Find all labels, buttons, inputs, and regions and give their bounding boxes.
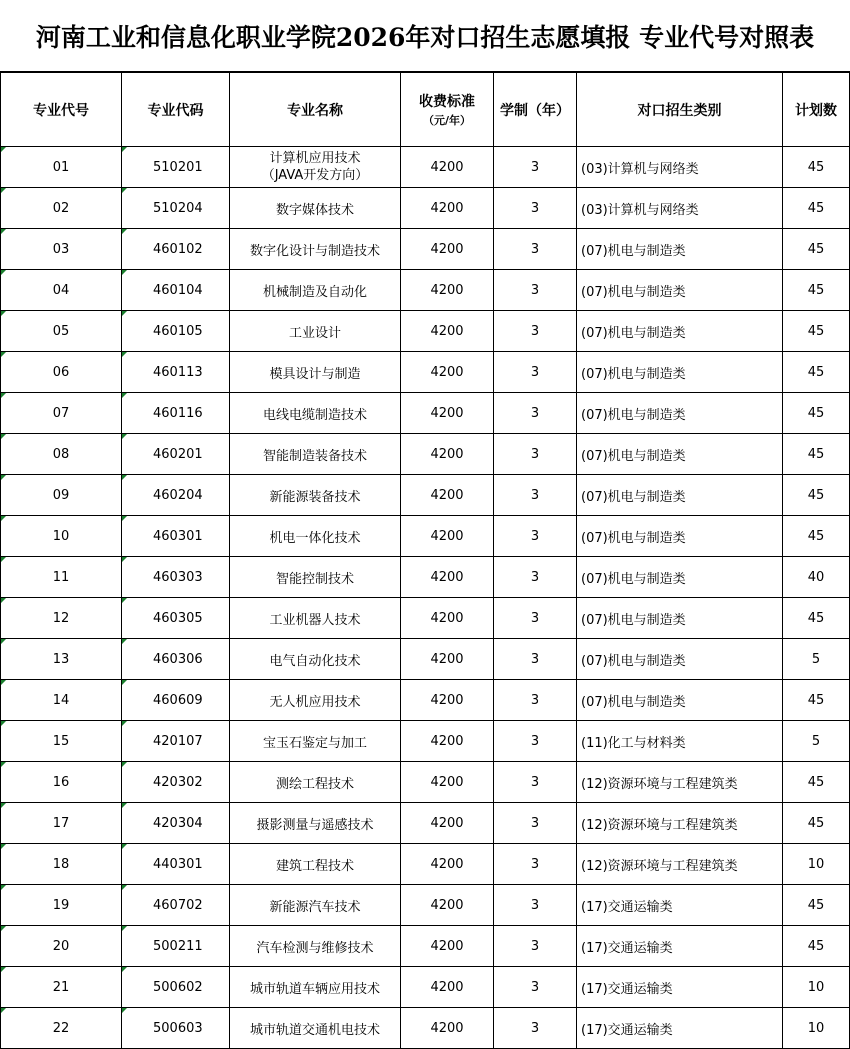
header-major-code[interactable]: 专业代码 [122,73,230,147]
cell-plan[interactable]: 45 [783,311,850,352]
cell-name[interactable]: 新能源汽车技术 [230,885,401,926]
cell-major-code[interactable]: 420302 [122,762,230,803]
cell-years[interactable]: 3 [494,598,577,639]
cell-category[interactable]: (07)机电与制造类 [577,229,783,270]
cell-plan[interactable]: 45 [783,434,850,475]
cell-major-code[interactable]: 510201 [122,147,230,188]
table-row [1,393,850,434]
cell-name[interactable]: 建筑工程技术 [230,844,401,885]
cell-years[interactable]: 3 [494,188,577,229]
cell-major-code[interactable]: 460301 [122,516,230,557]
cell-major-code[interactable]: 460102 [122,229,230,270]
cell-fee[interactable]: 4200 [401,516,494,557]
cell-plan[interactable]: 45 [783,270,850,311]
header-fee-label: 收费标准 [419,94,475,110]
cell-fee[interactable]: 4200 [401,680,494,721]
cell-major-code[interactable]: 460702 [122,885,230,926]
cell-years[interactable]: 3 [494,311,577,352]
cell-code[interactable]: 19 [1,885,122,926]
cell-major-code[interactable]: 460104 [122,270,230,311]
cell-fee[interactable]: 4200 [401,147,494,188]
table-row [1,803,850,844]
cell-plan[interactable]: 45 [783,352,850,393]
table-row [1,557,850,598]
table-row [1,475,850,516]
cell-code[interactable]: 15 [1,721,122,762]
cell-category[interactable]: (07)机电与制造类 [577,639,783,680]
cell-major-code[interactable]: 460609 [122,680,230,721]
table-row [1,311,850,352]
cell-plan[interactable]: 45 [783,762,850,803]
cell-years[interactable]: 3 [494,147,577,188]
page-title: 河南工业和信息化职业学院2026年对口招生志愿填报 专业代号对照表 [0,0,850,72]
cell-fee[interactable]: 4200 [401,885,494,926]
major-code-table [0,72,850,1049]
cell-code[interactable]: 12 [1,598,122,639]
cell-major-code[interactable]: 460306 [122,639,230,680]
cell-code[interactable]: 17 [1,803,122,844]
cell-years[interactable]: 3 [494,639,577,680]
cell-name[interactable]: 数字媒体技术 [230,188,401,229]
cell-fee[interactable]: 4200 [401,721,494,762]
header-fee[interactable] [401,73,494,147]
cell-fee[interactable]: 4200 [401,598,494,639]
cell-plan[interactable]: 5 [783,639,850,680]
cell-fee[interactable]: 4200 [401,926,494,967]
cell-plan[interactable]: 45 [783,516,850,557]
cell-code[interactable]: 11 [1,557,122,598]
cell-fee[interactable]: 4200 [401,475,494,516]
cell-plan[interactable]: 10 [783,1008,850,1049]
cell-plan[interactable]: 5 [783,721,850,762]
cell-name-line2: （JAVA开发方向） [261,168,369,183]
cell-name[interactable]: 汽车检测与维修技术 [230,926,401,967]
cell-code[interactable]: 04 [1,270,122,311]
cell-fee[interactable]: 4200 [401,557,494,598]
cell-name[interactable]: 模具设计与制造 [230,352,401,393]
cell-category[interactable]: (07)机电与制造类 [577,475,783,516]
cell-fee[interactable]: 4200 [401,188,494,229]
table-row [1,885,850,926]
cell-category[interactable]: (07)机电与制造类 [577,434,783,475]
cell-fee[interactable]: 4200 [401,844,494,885]
header-name[interactable]: 专业名称 [230,73,401,147]
cell-category[interactable]: (11)化工与材料类 [577,721,783,762]
cell-code[interactable]: 18 [1,844,122,885]
cell-category[interactable]: (03)计算机与网络类 [577,188,783,229]
cell-name[interactable]: 城市轨道车辆应用技术 [230,967,401,1008]
table-row [1,229,850,270]
header-category[interactable]: 对口招生类别 [577,73,783,147]
cell-years[interactable]: 3 [494,557,577,598]
cell-years[interactable]: 3 [494,229,577,270]
cell-years[interactable]: 3 [494,680,577,721]
cell-major-code[interactable]: 500603 [122,1008,230,1049]
cell-plan[interactable]: 45 [783,147,850,188]
cell-code[interactable]: 05 [1,311,122,352]
cell-category[interactable]: (07)机电与制造类 [577,270,783,311]
cell-years[interactable]: 3 [494,926,577,967]
table-row [1,639,850,680]
cell-fee[interactable]: 4200 [401,229,494,270]
cell-code[interactable]: 21 [1,967,122,1008]
cell-name[interactable]: 智能制造装备技术 [230,434,401,475]
cell-years[interactable]: 3 [494,885,577,926]
cell-fee[interactable]: 4200 [401,967,494,1008]
cell-code[interactable]: 08 [1,434,122,475]
cell-major-code[interactable]: 500602 [122,967,230,1008]
cell-years[interactable]: 3 [494,516,577,557]
cell-major-code[interactable]: 460204 [122,475,230,516]
cell-major-code[interactable]: 460105 [122,311,230,352]
cell-major-code[interactable]: 460113 [122,352,230,393]
cell-category[interactable]: (07)机电与制造类 [577,352,783,393]
cell-years[interactable]: 3 [494,803,577,844]
cell-name[interactable] [230,147,401,188]
cell-fee[interactable]: 4200 [401,352,494,393]
cell-plan[interactable]: 45 [783,393,850,434]
cell-name[interactable]: 机械制造及自动化 [230,270,401,311]
cell-name[interactable]: 电线电缆制造技术 [230,393,401,434]
cell-plan[interactable]: 40 [783,557,850,598]
cell-years[interactable]: 3 [494,352,577,393]
table-row [1,844,850,885]
header-years[interactable]: 学制（年） [494,73,577,147]
cell-fee[interactable]: 4200 [401,803,494,844]
cell-plan[interactable]: 10 [783,967,850,1008]
cell-plan[interactable]: 45 [783,680,850,721]
cell-plan[interactable]: 45 [783,803,850,844]
cell-fee[interactable]: 4200 [401,393,494,434]
cell-years[interactable]: 3 [494,721,577,762]
cell-category[interactable]: (07)机电与制造类 [577,311,783,352]
cell-name[interactable]: 智能控制技术 [230,557,401,598]
cell-name[interactable]: 工业机器人技术 [230,598,401,639]
cell-fee[interactable]: 4200 [401,270,494,311]
cell-fee[interactable]: 4200 [401,762,494,803]
cell-plan[interactable]: 45 [783,188,850,229]
cell-name[interactable]: 机电一体化技术 [230,516,401,557]
cell-category[interactable]: (07)机电与制造类 [577,557,783,598]
table-row [1,188,850,229]
cell-years[interactable]: 3 [494,475,577,516]
cell-plan[interactable]: 45 [783,598,850,639]
cell-category[interactable]: (12)资源环境与工程建筑类 [577,844,783,885]
cell-major-code[interactable]: 500211 [122,926,230,967]
header-fee-unit: （元/年） [422,114,472,127]
cell-code[interactable]: 07 [1,393,122,434]
header-plan[interactable]: 计划数 [783,73,850,147]
cell-years[interactable]: 3 [494,1008,577,1049]
cell-years[interactable]: 3 [494,967,577,1008]
cell-major-code[interactable]: 460303 [122,557,230,598]
cell-category[interactable]: (12)资源环境与工程建筑类 [577,762,783,803]
cell-name[interactable]: 电气自动化技术 [230,639,401,680]
cell-fee[interactable]: 4200 [401,1008,494,1049]
cell-name-line1: 计算机应用技术 [269,151,361,166]
cell-major-code[interactable]: 460116 [122,393,230,434]
cell-name[interactable]: 测绘工程技术 [230,762,401,803]
cell-major-code[interactable]: 460201 [122,434,230,475]
cell-category[interactable]: (07)机电与制造类 [577,598,783,639]
table-row [1,926,850,967]
cell-years[interactable]: 3 [494,762,577,803]
cell-code[interactable]: 02 [1,188,122,229]
table-row [1,721,850,762]
cell-code[interactable]: 20 [1,926,122,967]
cell-name[interactable]: 无人机应用技术 [230,680,401,721]
table-row [1,434,850,475]
table-row [1,352,850,393]
cell-major-code[interactable]: 420304 [122,803,230,844]
cell-major-code[interactable]: 420107 [122,721,230,762]
cell-category[interactable]: (12)资源环境与工程建筑类 [577,803,783,844]
cell-code[interactable]: 09 [1,475,122,516]
table-row [1,598,850,639]
table-row [1,516,850,557]
cell-name[interactable]: 工业设计 [230,311,401,352]
cell-name[interactable]: 宝玉石鉴定与加工 [230,721,401,762]
cell-years[interactable]: 3 [494,844,577,885]
table-row [1,1008,850,1049]
cell-years[interactable]: 3 [494,270,577,311]
cell-fee[interactable]: 4200 [401,311,494,352]
cell-code[interactable]: 06 [1,352,122,393]
cell-category[interactable]: (17)交通运输类 [577,967,783,1008]
cell-code[interactable]: 22 [1,1008,122,1049]
cell-code[interactable]: 03 [1,229,122,270]
cell-category[interactable]: (17)交通运输类 [577,1008,783,1049]
cell-fee[interactable]: 4200 [401,434,494,475]
cell-name[interactable]: 摄影测量与遥感技术 [230,803,401,844]
cell-plan[interactable]: 45 [783,229,850,270]
cell-category[interactable]: (17)交通运输类 [577,885,783,926]
table-row [1,270,850,311]
header-row [1,73,850,147]
table-row [1,680,850,721]
cell-name[interactable]: 城市轨道交通机电技术 [230,1008,401,1049]
table-row [1,967,850,1008]
cell-category[interactable]: (07)机电与制造类 [577,680,783,721]
table-row [1,147,850,188]
cell-years[interactable]: 3 [494,434,577,475]
header-code[interactable]: 专业代号 [1,73,122,147]
cell-plan[interactable]: 45 [783,926,850,967]
cell-major-code[interactable]: 510204 [122,188,230,229]
cell-plan[interactable]: 45 [783,885,850,926]
table-row [1,762,850,803]
cell-code[interactable]: 14 [1,680,122,721]
cell-category[interactable]: (17)交通运输类 [577,926,783,967]
cell-category[interactable]: (07)机电与制造类 [577,516,783,557]
cell-code[interactable]: 01 [1,147,122,188]
cell-major-code[interactable]: 460305 [122,598,230,639]
cell-fee[interactable]: 4200 [401,639,494,680]
cell-code[interactable]: 16 [1,762,122,803]
cell-plan[interactable]: 10 [783,844,850,885]
cell-code[interactable]: 10 [1,516,122,557]
cell-plan[interactable]: 45 [783,475,850,516]
cell-years[interactable]: 3 [494,393,577,434]
cell-name[interactable]: 数字化设计与制造技术 [230,229,401,270]
cell-category[interactable]: (03)计算机与网络类 [577,147,783,188]
cell-category[interactable]: (07)机电与制造类 [577,393,783,434]
cell-major-code[interactable]: 440301 [122,844,230,885]
cell-name[interactable]: 新能源装备技术 [230,475,401,516]
cell-code[interactable]: 13 [1,639,122,680]
